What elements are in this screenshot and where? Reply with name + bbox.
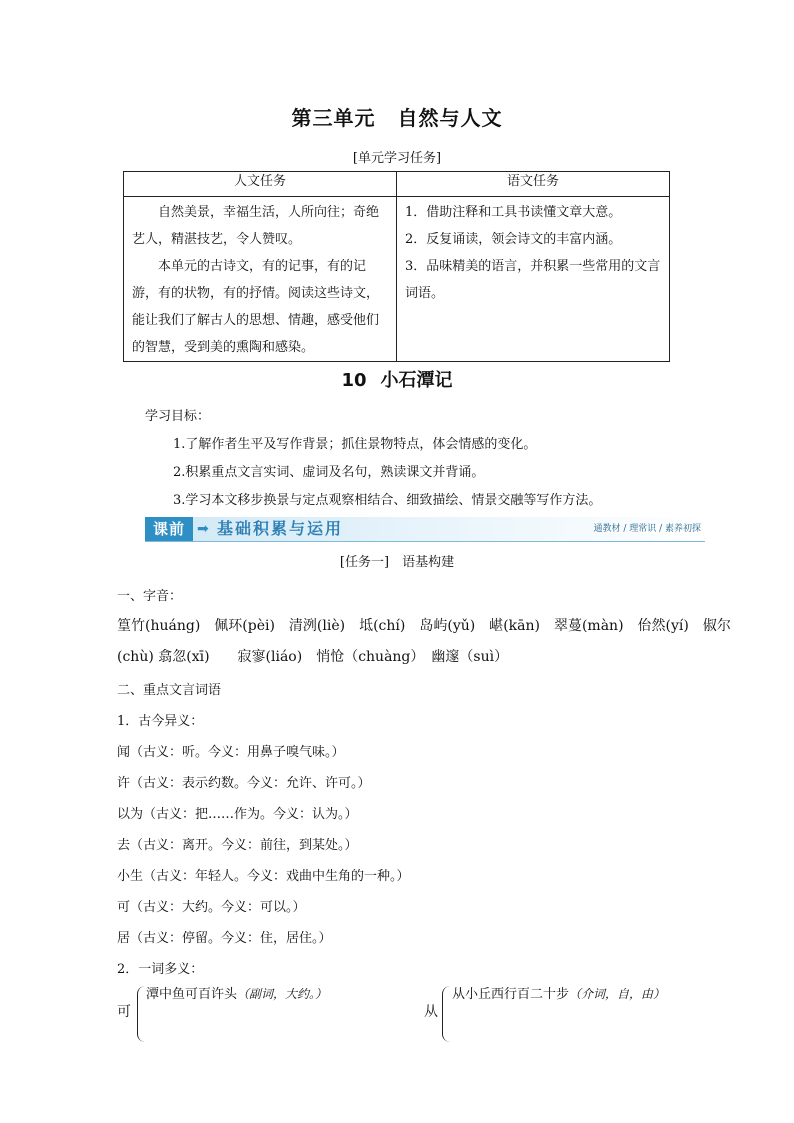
section-banner [145, 517, 705, 542]
words-heading: 二、重点文言词语 [117, 683, 222, 698]
banner-label: 基础积累与运用 [217, 519, 344, 538]
polysemy-left-char: 可 [117, 1004, 131, 1020]
lesson-name: 小石潭记 [380, 370, 453, 391]
lesson-number: 10 [341, 370, 367, 391]
word-item: 闻（古义：听。今义：用鼻子嗅气味。） [117, 745, 345, 760]
polysemy-heading: 2．一词多义： [117, 962, 204, 977]
goal-item-3: 3.学习本文移步换景与定点观察相结合、细致描绘、情景交融等写作方法。 [173, 493, 602, 508]
unit-title [0, 102, 794, 131]
polysemy-right-char: 从 [424, 1004, 438, 1020]
goal-item-1: 1.了解作者生平及写作背景；抓住景物特点，体会情感的变化。 [173, 437, 537, 452]
unit-label: 第三单元 [291, 106, 376, 130]
humanities-para-2: 本单元的古诗文，有的记事，有的记游，有的状物，有的抒情。阅读这些诗文，能让我们了解古人的思想、情趣，感受他们的智慧，受到美的熏陶和感染。 [132, 259, 380, 355]
brace-right [442, 986, 451, 1042]
ancient-modern-heading: 1．古今异义： [117, 714, 204, 729]
polysemy-right-note: （介词，自，由） [569, 987, 666, 1001]
polysemy-right-text: 从小丘西行百二十步 [452, 987, 570, 1002]
unit-theme: 自然与人文 [397, 106, 503, 130]
brace-left [137, 986, 146, 1042]
task-table [123, 171, 670, 362]
word-item: 小生（古义：年轻人。今义：戏曲中生角的一种。） [117, 869, 410, 884]
chinese-task-cell [397, 197, 670, 362]
word-item: 可（古义：大约。今义：可以。） [117, 900, 306, 915]
polysemy-left-text: 潭中鱼可百许头 [146, 987, 238, 1002]
humanities-para-1: 自然美景，幸福生活，人所向往；奇绝艺人，精湛技艺，令人赞叹。 [132, 205, 380, 247]
banner-right-text: 通教材 / 理常识 / 素养初探 [593, 524, 701, 534]
word-item: 许（古义：表示约数。今义：允许、许可。） [117, 776, 371, 791]
word-item: 以为（古义：把……作为。今义：认为。） [117, 807, 358, 822]
humanities-task-cell [124, 197, 397, 362]
pronunciation-heading: 一、字音： [117, 589, 183, 604]
pronunciation-line-1: 篁竹(huáng) 佩环(pèi) 清洌(liè) 坻(chí) 岛屿(yǔ) 嵁(kān) 翠蔓(màn) 佁然(yí) 俶尔 [117, 618, 731, 634]
chinese-task-2: 2．反复诵读，领会诗文的丰富内涵。 [405, 232, 622, 247]
chinese-task-1: 1．借助注释和工具书读懂文章大意。 [405, 205, 622, 220]
pronunciation-line-2: (chù) 翕忽(xī) 寂寥(liáo) 悄怆（chuàng） 幽邃（suì） [117, 649, 509, 665]
arrow-right-icon: ➡ [197, 521, 209, 537]
word-item: 居（古义：停留。今义：住，居住。） [117, 931, 332, 946]
task-one-heading: [任务一] 语基构建 [339, 555, 455, 570]
col-right-header: 语文任务 [397, 172, 670, 197]
lesson-title [0, 366, 794, 392]
chinese-task-3: 3．品味精美的语言，并积累一些常用的文言词语。 [405, 259, 661, 301]
task-table-heading: [单元学习任务] [352, 151, 442, 166]
polysemy-left-entry [146, 983, 327, 1002]
goals-label: 学习目标： [145, 409, 211, 424]
word-item: 去（古义：离开。今义：前往，到某处。） [117, 838, 358, 853]
goal-item-2: 2.积累重点文言实词、虚词及名句，熟读课文并背诵。 [173, 465, 485, 480]
polysemy-left-note: （副词，大约。） [237, 987, 328, 1001]
col-left-header: 人文任务 [124, 172, 397, 197]
polysemy-right-entry [452, 983, 665, 1002]
banner-tag: 课前 [145, 517, 193, 541]
